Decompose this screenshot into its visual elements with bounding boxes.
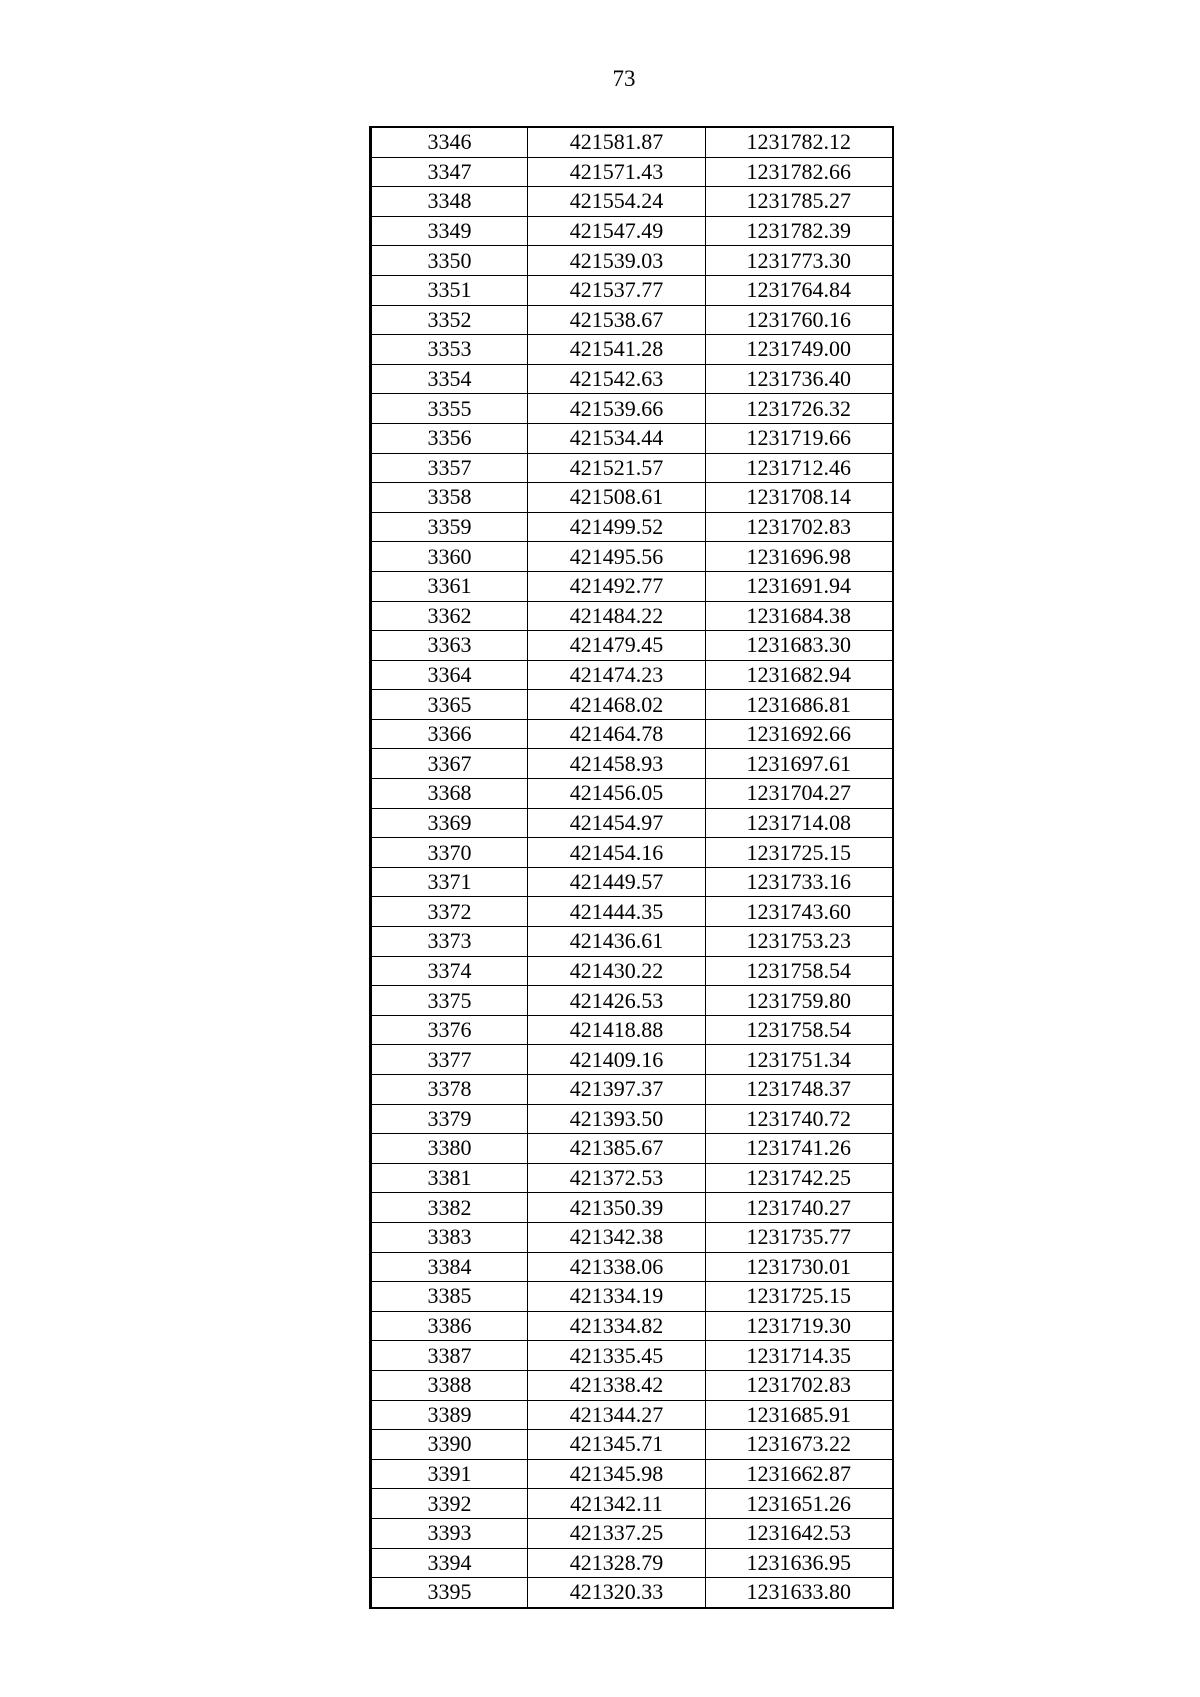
y-coordinate-cell: 1231782.66 bbox=[706, 157, 893, 187]
table-row bbox=[371, 483, 893, 513]
y-coordinate-cell: 1231642.53 bbox=[706, 1518, 893, 1548]
x-coordinate-cell: 421468.02 bbox=[528, 690, 706, 720]
point-number-cell: 3377 bbox=[371, 1045, 528, 1075]
point-number-cell: 3381 bbox=[371, 1163, 528, 1193]
point-number-cell: 3356 bbox=[371, 423, 528, 453]
point-number-cell: 3395 bbox=[371, 1578, 528, 1608]
table-row bbox=[371, 779, 893, 809]
y-coordinate-cell: 1231692.66 bbox=[706, 719, 893, 749]
table-row bbox=[371, 571, 893, 601]
y-coordinate-cell: 1231682.94 bbox=[706, 660, 893, 690]
table-row bbox=[371, 897, 893, 927]
point-number-cell: 3351 bbox=[371, 275, 528, 305]
y-coordinate-cell: 1231673.22 bbox=[706, 1430, 893, 1460]
x-coordinate-cell: 421320.33 bbox=[528, 1578, 706, 1608]
point-number-cell: 3390 bbox=[371, 1430, 528, 1460]
point-number-cell: 3347 bbox=[371, 157, 528, 187]
y-coordinate-cell: 1231733.16 bbox=[706, 867, 893, 897]
table-row bbox=[371, 216, 893, 246]
table-row bbox=[371, 542, 893, 572]
coordinates-table-body bbox=[371, 127, 893, 1608]
x-coordinate-cell: 421547.49 bbox=[528, 216, 706, 246]
x-coordinate-cell: 421328.79 bbox=[528, 1548, 706, 1578]
y-coordinate-cell: 1231749.00 bbox=[706, 335, 893, 365]
y-coordinate-cell: 1231636.95 bbox=[706, 1548, 893, 1578]
y-coordinate-cell: 1231697.61 bbox=[706, 749, 893, 779]
y-coordinate-cell: 1231712.46 bbox=[706, 453, 893, 483]
point-number-cell: 3348 bbox=[371, 187, 528, 217]
point-number-cell: 3384 bbox=[371, 1252, 528, 1282]
table-row bbox=[371, 127, 893, 157]
x-coordinate-cell: 421479.45 bbox=[528, 631, 706, 661]
table-row bbox=[371, 1222, 893, 1252]
point-number-cell: 3385 bbox=[371, 1282, 528, 1312]
x-coordinate-cell: 421508.61 bbox=[528, 483, 706, 513]
table-row bbox=[371, 1311, 893, 1341]
point-number-cell: 3365 bbox=[371, 690, 528, 720]
point-number-cell: 3370 bbox=[371, 838, 528, 868]
point-number-cell: 3394 bbox=[371, 1548, 528, 1578]
y-coordinate-cell: 1231730.01 bbox=[706, 1252, 893, 1282]
point-number-cell: 3368 bbox=[371, 779, 528, 809]
point-number-cell: 3353 bbox=[371, 335, 528, 365]
x-coordinate-cell: 421474.23 bbox=[528, 660, 706, 690]
x-coordinate-cell: 421537.77 bbox=[528, 275, 706, 305]
point-number-cell: 3366 bbox=[371, 719, 528, 749]
x-coordinate-cell: 421534.44 bbox=[528, 423, 706, 453]
table-row bbox=[371, 690, 893, 720]
table-row bbox=[371, 660, 893, 690]
x-coordinate-cell: 421449.57 bbox=[528, 867, 706, 897]
point-number-cell: 3360 bbox=[371, 542, 528, 572]
y-coordinate-cell: 1231726.32 bbox=[706, 394, 893, 424]
y-coordinate-cell: 1231704.27 bbox=[706, 779, 893, 809]
y-coordinate-cell: 1231785.27 bbox=[706, 187, 893, 217]
y-coordinate-cell: 1231702.83 bbox=[706, 1370, 893, 1400]
table-row bbox=[371, 1104, 893, 1134]
x-coordinate-cell: 421350.39 bbox=[528, 1193, 706, 1223]
table-row bbox=[371, 1045, 893, 1075]
table-row bbox=[371, 631, 893, 661]
table-row bbox=[371, 1578, 893, 1608]
x-coordinate-cell: 421393.50 bbox=[528, 1104, 706, 1134]
point-number-cell: 3375 bbox=[371, 986, 528, 1016]
x-coordinate-cell: 421334.82 bbox=[528, 1311, 706, 1341]
y-coordinate-cell: 1231741.26 bbox=[706, 1134, 893, 1164]
y-coordinate-cell: 1231686.81 bbox=[706, 690, 893, 720]
table-row bbox=[371, 305, 893, 335]
x-coordinate-cell: 421444.35 bbox=[528, 897, 706, 927]
point-number-cell: 3362 bbox=[371, 601, 528, 631]
table-row bbox=[371, 246, 893, 276]
x-coordinate-cell: 421409.16 bbox=[528, 1045, 706, 1075]
x-coordinate-cell: 421342.11 bbox=[528, 1489, 706, 1519]
point-number-cell: 3382 bbox=[371, 1193, 528, 1223]
page-number: 73 bbox=[612, 66, 636, 91]
table-row bbox=[371, 1341, 893, 1371]
x-coordinate-cell: 421372.53 bbox=[528, 1163, 706, 1193]
y-coordinate-cell: 1231759.80 bbox=[706, 986, 893, 1016]
table-row bbox=[371, 1282, 893, 1312]
point-number-cell: 3361 bbox=[371, 571, 528, 601]
table-row bbox=[371, 453, 893, 483]
y-coordinate-cell: 1231751.34 bbox=[706, 1045, 893, 1075]
table-row bbox=[371, 1193, 893, 1223]
point-number-cell: 3374 bbox=[371, 956, 528, 986]
x-coordinate-cell: 421542.63 bbox=[528, 364, 706, 394]
x-coordinate-cell: 421335.45 bbox=[528, 1341, 706, 1371]
table-row bbox=[371, 749, 893, 779]
y-coordinate-cell: 1231719.66 bbox=[706, 423, 893, 453]
table-row bbox=[371, 1370, 893, 1400]
x-coordinate-cell: 421541.28 bbox=[528, 335, 706, 365]
y-coordinate-cell: 1231696.98 bbox=[706, 542, 893, 572]
y-coordinate-cell: 1231719.30 bbox=[706, 1311, 893, 1341]
x-coordinate-cell: 421436.61 bbox=[528, 927, 706, 957]
x-coordinate-cell: 421430.22 bbox=[528, 956, 706, 986]
x-coordinate-cell: 421458.93 bbox=[528, 749, 706, 779]
point-number-cell: 3387 bbox=[371, 1341, 528, 1371]
y-coordinate-cell: 1231758.54 bbox=[706, 1015, 893, 1045]
x-coordinate-cell: 421521.57 bbox=[528, 453, 706, 483]
table-row bbox=[371, 1252, 893, 1282]
table-row bbox=[371, 808, 893, 838]
point-number-cell: 3391 bbox=[371, 1459, 528, 1489]
table-row bbox=[371, 1015, 893, 1045]
table-row bbox=[371, 927, 893, 957]
x-coordinate-cell: 421418.88 bbox=[528, 1015, 706, 1045]
x-coordinate-cell: 421454.16 bbox=[528, 838, 706, 868]
y-coordinate-cell: 1231743.60 bbox=[706, 897, 893, 927]
y-coordinate-cell: 1231725.15 bbox=[706, 838, 893, 868]
table-row bbox=[371, 867, 893, 897]
point-number-cell: 3371 bbox=[371, 867, 528, 897]
y-coordinate-cell: 1231735.77 bbox=[706, 1222, 893, 1252]
y-coordinate-cell: 1231683.30 bbox=[706, 631, 893, 661]
x-coordinate-cell: 421454.97 bbox=[528, 808, 706, 838]
table-row bbox=[371, 986, 893, 1016]
x-coordinate-cell: 421345.71 bbox=[528, 1430, 706, 1460]
x-coordinate-cell: 421337.25 bbox=[528, 1518, 706, 1548]
y-coordinate-cell: 1231753.23 bbox=[706, 927, 893, 957]
point-number-cell: 3363 bbox=[371, 631, 528, 661]
table-row bbox=[371, 956, 893, 986]
table-row bbox=[371, 1518, 893, 1548]
x-coordinate-cell: 421345.98 bbox=[528, 1459, 706, 1489]
y-coordinate-cell: 1231633.80 bbox=[706, 1578, 893, 1608]
table-row bbox=[371, 275, 893, 305]
x-coordinate-cell: 421484.22 bbox=[528, 601, 706, 631]
table-row bbox=[371, 1430, 893, 1460]
y-coordinate-cell: 1231708.14 bbox=[706, 483, 893, 513]
y-coordinate-cell: 1231725.15 bbox=[706, 1282, 893, 1312]
table-row bbox=[371, 187, 893, 217]
point-number-cell: 3359 bbox=[371, 512, 528, 542]
table-row bbox=[371, 601, 893, 631]
table-row bbox=[371, 423, 893, 453]
point-number-cell: 3367 bbox=[371, 749, 528, 779]
x-coordinate-cell: 421397.37 bbox=[528, 1075, 706, 1105]
table-row bbox=[371, 394, 893, 424]
point-number-cell: 3392 bbox=[371, 1489, 528, 1519]
point-number-cell: 3349 bbox=[371, 216, 528, 246]
x-coordinate-cell: 421571.43 bbox=[528, 157, 706, 187]
point-number-cell: 3372 bbox=[371, 897, 528, 927]
point-number-cell: 3350 bbox=[371, 246, 528, 276]
point-number-cell: 3355 bbox=[371, 394, 528, 424]
x-coordinate-cell: 421385.67 bbox=[528, 1134, 706, 1164]
point-number-cell: 3393 bbox=[371, 1518, 528, 1548]
x-coordinate-cell: 421539.03 bbox=[528, 246, 706, 276]
y-coordinate-cell: 1231782.39 bbox=[706, 216, 893, 246]
x-coordinate-cell: 421338.42 bbox=[528, 1370, 706, 1400]
y-coordinate-cell: 1231691.94 bbox=[706, 571, 893, 601]
table-row bbox=[371, 1400, 893, 1430]
table-row bbox=[371, 157, 893, 187]
point-number-cell: 3354 bbox=[371, 364, 528, 394]
table-row bbox=[371, 512, 893, 542]
x-coordinate-cell: 421492.77 bbox=[528, 571, 706, 601]
table-row bbox=[371, 1548, 893, 1578]
x-coordinate-cell: 421538.67 bbox=[528, 305, 706, 335]
x-coordinate-cell: 421499.52 bbox=[528, 512, 706, 542]
y-coordinate-cell: 1231748.37 bbox=[706, 1075, 893, 1105]
table-row bbox=[371, 364, 893, 394]
table-row bbox=[371, 719, 893, 749]
point-number-cell: 3389 bbox=[371, 1400, 528, 1430]
point-number-cell: 3358 bbox=[371, 483, 528, 513]
y-coordinate-cell: 1231740.27 bbox=[706, 1193, 893, 1223]
point-number-cell: 3386 bbox=[371, 1311, 528, 1341]
table-row bbox=[371, 1489, 893, 1519]
x-coordinate-cell: 421554.24 bbox=[528, 187, 706, 217]
point-number-cell: 3352 bbox=[371, 305, 528, 335]
point-number-cell: 3383 bbox=[371, 1222, 528, 1252]
point-number-cell: 3388 bbox=[371, 1370, 528, 1400]
x-coordinate-cell: 421426.53 bbox=[528, 986, 706, 1016]
point-number-cell: 3364 bbox=[371, 660, 528, 690]
y-coordinate-cell: 1231736.40 bbox=[706, 364, 893, 394]
point-number-cell: 3379 bbox=[371, 1104, 528, 1134]
point-number-cell: 3346 bbox=[371, 127, 528, 157]
y-coordinate-cell: 1231651.26 bbox=[706, 1489, 893, 1519]
y-coordinate-cell: 1231773.30 bbox=[706, 246, 893, 276]
x-coordinate-cell: 421344.27 bbox=[528, 1400, 706, 1430]
y-coordinate-cell: 1231782.12 bbox=[706, 127, 893, 157]
point-number-cell: 3380 bbox=[371, 1134, 528, 1164]
x-coordinate-cell: 421338.06 bbox=[528, 1252, 706, 1282]
point-number-cell: 3369 bbox=[371, 808, 528, 838]
table-row bbox=[371, 1134, 893, 1164]
y-coordinate-cell: 1231764.84 bbox=[706, 275, 893, 305]
x-coordinate-cell: 421464.78 bbox=[528, 719, 706, 749]
y-coordinate-cell: 1231714.35 bbox=[706, 1341, 893, 1371]
point-number-cell: 3357 bbox=[371, 453, 528, 483]
y-coordinate-cell: 1231760.16 bbox=[706, 305, 893, 335]
table-row bbox=[371, 335, 893, 365]
y-coordinate-cell: 1231740.72 bbox=[706, 1104, 893, 1134]
table-row bbox=[371, 1075, 893, 1105]
x-coordinate-cell: 421342.38 bbox=[528, 1222, 706, 1252]
x-coordinate-cell: 421334.19 bbox=[528, 1282, 706, 1312]
point-number-cell: 3376 bbox=[371, 1015, 528, 1045]
y-coordinate-cell: 1231742.25 bbox=[706, 1163, 893, 1193]
x-coordinate-cell: 421495.56 bbox=[528, 542, 706, 572]
point-number-cell: 3378 bbox=[371, 1075, 528, 1105]
x-coordinate-cell: 421539.66 bbox=[528, 394, 706, 424]
table-row bbox=[371, 838, 893, 868]
table-row bbox=[371, 1163, 893, 1193]
x-coordinate-cell: 421456.05 bbox=[528, 779, 706, 809]
table-row bbox=[371, 1459, 893, 1489]
x-coordinate-cell: 421581.87 bbox=[528, 127, 706, 157]
y-coordinate-cell: 1231714.08 bbox=[706, 808, 893, 838]
y-coordinate-cell: 1231685.91 bbox=[706, 1400, 893, 1430]
y-coordinate-cell: 1231684.38 bbox=[706, 601, 893, 631]
y-coordinate-cell: 1231702.83 bbox=[706, 512, 893, 542]
point-number-cell: 3373 bbox=[371, 927, 528, 957]
y-coordinate-cell: 1231758.54 bbox=[706, 956, 893, 986]
y-coordinate-cell: 1231662.87 bbox=[706, 1459, 893, 1489]
coordinates-table bbox=[369, 126, 894, 1609]
